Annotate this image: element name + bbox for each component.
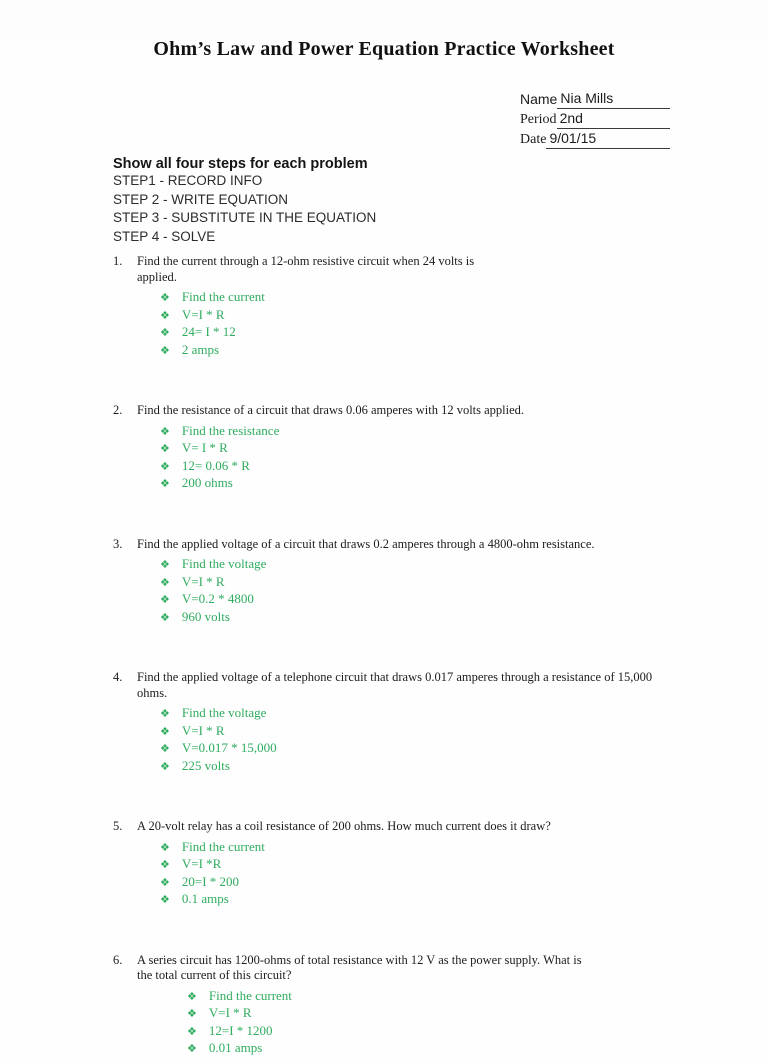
diamond-bullet-icon: ❖ [160,859,170,872]
problem-2-question: Find the resistance of a circuit that draws 0.06 amperes with 12 volts applied. [137,403,525,418]
solution-step [187,988,768,1006]
solution-step [160,723,768,741]
solution-step [160,423,768,441]
instructions-heading: Show all four steps for each problem [113,156,368,172]
solution-step-text: 2 amps [181,341,220,357]
diamond-bullet-icon: ❖ [160,594,170,607]
name-row [520,89,670,109]
solution-step-text: V=0.2 * 4800 [181,591,254,607]
date-label: Date [520,132,547,147]
problem-2-solution-steps [113,423,768,493]
problem-6-question: A series circuit has 1200-ohms of total resistance with 12 V as the power supply. What is the total current of this circuit? [137,952,582,983]
solution-step [160,591,768,609]
solution-step [160,874,768,892]
solution-step-text: V=I * R [208,1005,252,1021]
diamond-bullet-icon: ❖ [160,841,170,854]
solution-step [187,1040,768,1058]
solution-step-text: V=I * R [181,722,225,738]
date-value: 9/01/15 [546,129,670,149]
problem-3-question: Find the applied voltage of a circuit that draws 0.2 amperes through a 4800-ohm resistance. [137,536,595,551]
solution-step-text: Find the current [181,289,265,305]
problem-3-solution-steps [113,556,768,626]
solution-step-text: Find the resistance [181,422,280,438]
problem-5 [113,819,768,909]
problem-5-number: 5. [113,819,123,834]
worksheet-page [0,38,768,1062]
solution-step-text: V= I * R [181,440,228,456]
diamond-bullet-icon: ❖ [160,894,170,907]
problem-1-number: 1. [113,254,123,269]
solution-step [187,1023,768,1041]
problem-4 [113,670,768,775]
problem-3-number: 3. [113,536,123,551]
problem-2 [113,403,768,493]
diamond-bullet-icon: ❖ [160,309,170,322]
solution-step [160,289,768,307]
problem-4-solution-steps [113,705,768,775]
diamond-bullet-icon: ❖ [160,743,170,756]
diamond-bullet-icon: ❖ [160,292,170,305]
solution-step [160,440,768,458]
solution-step [160,839,768,857]
diamond-bullet-icon: ❖ [187,1008,197,1021]
diamond-bullet-icon: ❖ [160,443,170,456]
problem-4-question: Find the applied voltage of a telephone circuit that draws 0.017 amperes through a resistance of 15,000 ohms. [137,670,653,700]
solution-step [160,574,768,592]
diamond-bullet-icon: ❖ [160,876,170,889]
solution-step [160,307,768,325]
diamond-bullet-icon: ❖ [160,576,170,589]
solution-step-text: 12=I * 1200 [208,1022,273,1038]
instructions-block [113,156,768,246]
problem-6 [113,953,768,1058]
problem-5-question: A 20-volt relay has a coil resistance of 200 ohms. How much current does it draw? [137,819,551,834]
diamond-bullet-icon: ❖ [160,708,170,721]
diamond-bullet-icon: ❖ [187,1025,197,1038]
solution-step [187,1005,768,1023]
solution-step [160,475,768,493]
diamond-bullet-icon: ❖ [160,611,170,624]
problem-3 [113,537,768,627]
period-row [520,109,670,129]
student-info-block [520,89,670,149]
diamond-bullet-icon: ❖ [160,460,170,473]
problem-6-question-row [113,953,768,984]
problem-3-question-row [113,537,768,553]
solution-step [160,891,768,909]
diamond-bullet-icon: ❖ [160,478,170,491]
diamond-bullet-icon: ❖ [160,344,170,357]
instruction-step-2: STEP 2 - WRITE EQUATION [113,191,289,207]
solution-step-text: V=I * R [181,306,225,322]
solution-step [160,556,768,574]
problem-1-question-row [113,254,768,285]
solution-step-text: 0.01 amps [208,1040,263,1056]
solution-step-text: 0.1 amps [181,891,229,907]
solution-step-text: V=0.017 * 15,000 [181,740,277,756]
solution-step-text: Find the current [181,838,265,854]
instruction-step-4: STEP 4 - SOLVE [113,228,216,244]
diamond-bullet-icon: ❖ [160,425,170,438]
solution-step [160,705,768,723]
solution-step-text: V=I * R [181,573,225,589]
problem-1 [113,254,768,359]
solution-step [160,342,768,360]
problem-4-number: 4. [113,670,123,685]
solution-step-text: V=I *R [181,856,222,872]
solution-step-text: 225 volts [181,757,230,773]
solution-step [160,458,768,476]
solution-step-text: 20=I * 200 [181,873,240,889]
diamond-bullet-icon: ❖ [160,559,170,572]
period-value: 2nd [557,109,670,129]
diamond-bullet-icon: ❖ [187,990,197,1003]
solution-step-text: Find the current [208,987,292,1003]
solution-step [160,324,768,342]
solution-step [160,609,768,627]
problem-5-solution-steps [113,839,768,909]
page-title: Ohm’s Law and Power Equation Practice Worksheet [153,38,615,60]
problem-6-solution-steps [113,988,768,1058]
diamond-bullet-icon: ❖ [160,725,170,738]
problem-2-number: 2. [113,403,123,418]
name-label: Name [520,91,558,107]
solution-step-text: Find the voltage [181,556,267,572]
solution-step [160,758,768,776]
problem-1-question: Find the current through a 12-ohm resistive circuit when 24 volts is applied. [137,254,475,284]
solution-step-text: 24= I * 12 [181,324,236,340]
problem-4-question-row [113,670,768,701]
solution-step-text: 960 volts [181,608,230,624]
solution-step [160,856,768,874]
period-label: Period [520,112,557,127]
solution-step-text: 12= 0.06 * R [181,457,250,473]
solution-step-text: Find the voltage [181,705,267,721]
problem-1-solution-steps [113,289,768,359]
diamond-bullet-icon: ❖ [160,327,170,340]
instruction-step-3: STEP 3 - SUBSTITUTE IN THE EQUATION [113,210,377,226]
diamond-bullet-icon: ❖ [160,760,170,773]
name-value: Nia Mills [557,89,670,109]
problem-5-question-row [113,819,768,835]
problems-list [113,254,768,1058]
instruction-step-1: STEP1 - RECORD INFO [113,173,263,188]
solution-step-text: 200 ohms [181,475,233,491]
problem-2-question-row [113,403,768,419]
solution-step [160,740,768,758]
diamond-bullet-icon: ❖ [187,1043,197,1056]
problem-6-number: 6. [113,952,123,967]
date-row [520,129,670,149]
